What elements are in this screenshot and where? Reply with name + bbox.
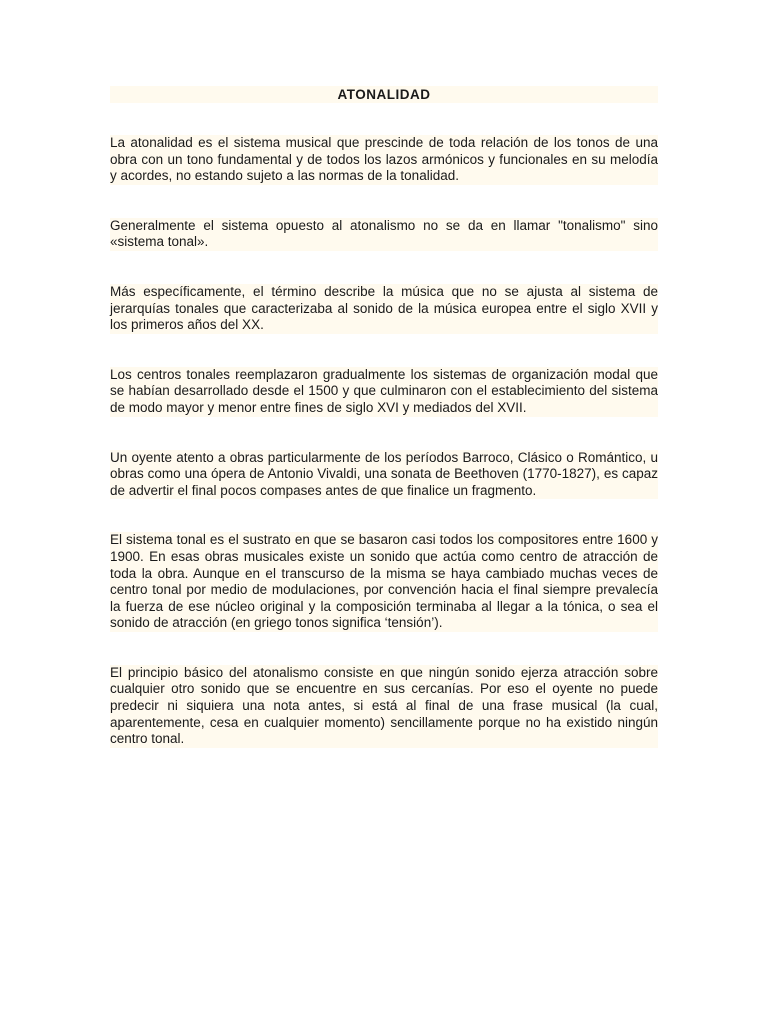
paragraph-4: Los centros tonales reemplazaron gradualmente los sistemas de organización modal que se habían desarrollado desde el 1500 y que culminaron con el establecimiento del sistema de modo mayor y menor entre fines de siglo XVI y mediados del XVII. — [110, 366, 658, 415]
paragraph-2: Generalmente el sistema opuesto al atonalismo no se da en llamar "tonalismo" sino «sistema tonal». — [110, 217, 658, 250]
document-page — [110, 86, 658, 781]
paragraph-5: Un oyente atento a obras particularmente de los períodos Barroco, Clásico o Romántico, u obras como una ópera de Antonio Vivaldi, una sonata de Beethoven (1770-1827), es capaz de advertir el final pocos compases antes de que finalice un fragmento. — [110, 449, 658, 498]
paragraph-6: El sistema tonal es el sustrato en que se basaron casi todos los compositores entre 1600 y 1900. En esas obras musicales existe un sonido que actúa como centro de atracción de toda la obra. Aunque en el transcurso de la misma se haya cambiado muchas veces de centro tonal por medio de modulaciones, por convención hacia el final siempre prevalecía la fuerza de ese núcleo original y la composición terminaba al llegar a la tónica, o sea el sonido de atracción (en griego tonos significa ‘tensión’). — [110, 532, 658, 631]
document-title: ATONALIDAD — [110, 86, 658, 103]
paragraph-7: El principio básico del atonalismo consiste en que ningún sonido ejerza atracción sobre cualquier otro sonido que se encuentre en sus cercanías. Por eso el oyente no puede predecir ni siquiera una nota antes, si está al final de una frase musical (la cual, aparentemente, cesa en cualquier momento) sencillamente porque no ha existido ningún centro tonal. — [110, 664, 658, 747]
paragraph-1: La atonalidad es el sistema musical que prescinde de toda relación de los tonos de una obra con un tono fundamental y de todos los lazos armónicos y funcionales en su melodía y acordes, no estando sujeto a las normas de la tonalidad. — [110, 135, 658, 184]
paragraph-3: Más específicamente, el término describe la música que no se ajusta al sistema de jerarquías tonales que caracterizaba al sonido de la música europea entre el siglo XVII y los primeros años del XX. — [110, 283, 658, 333]
